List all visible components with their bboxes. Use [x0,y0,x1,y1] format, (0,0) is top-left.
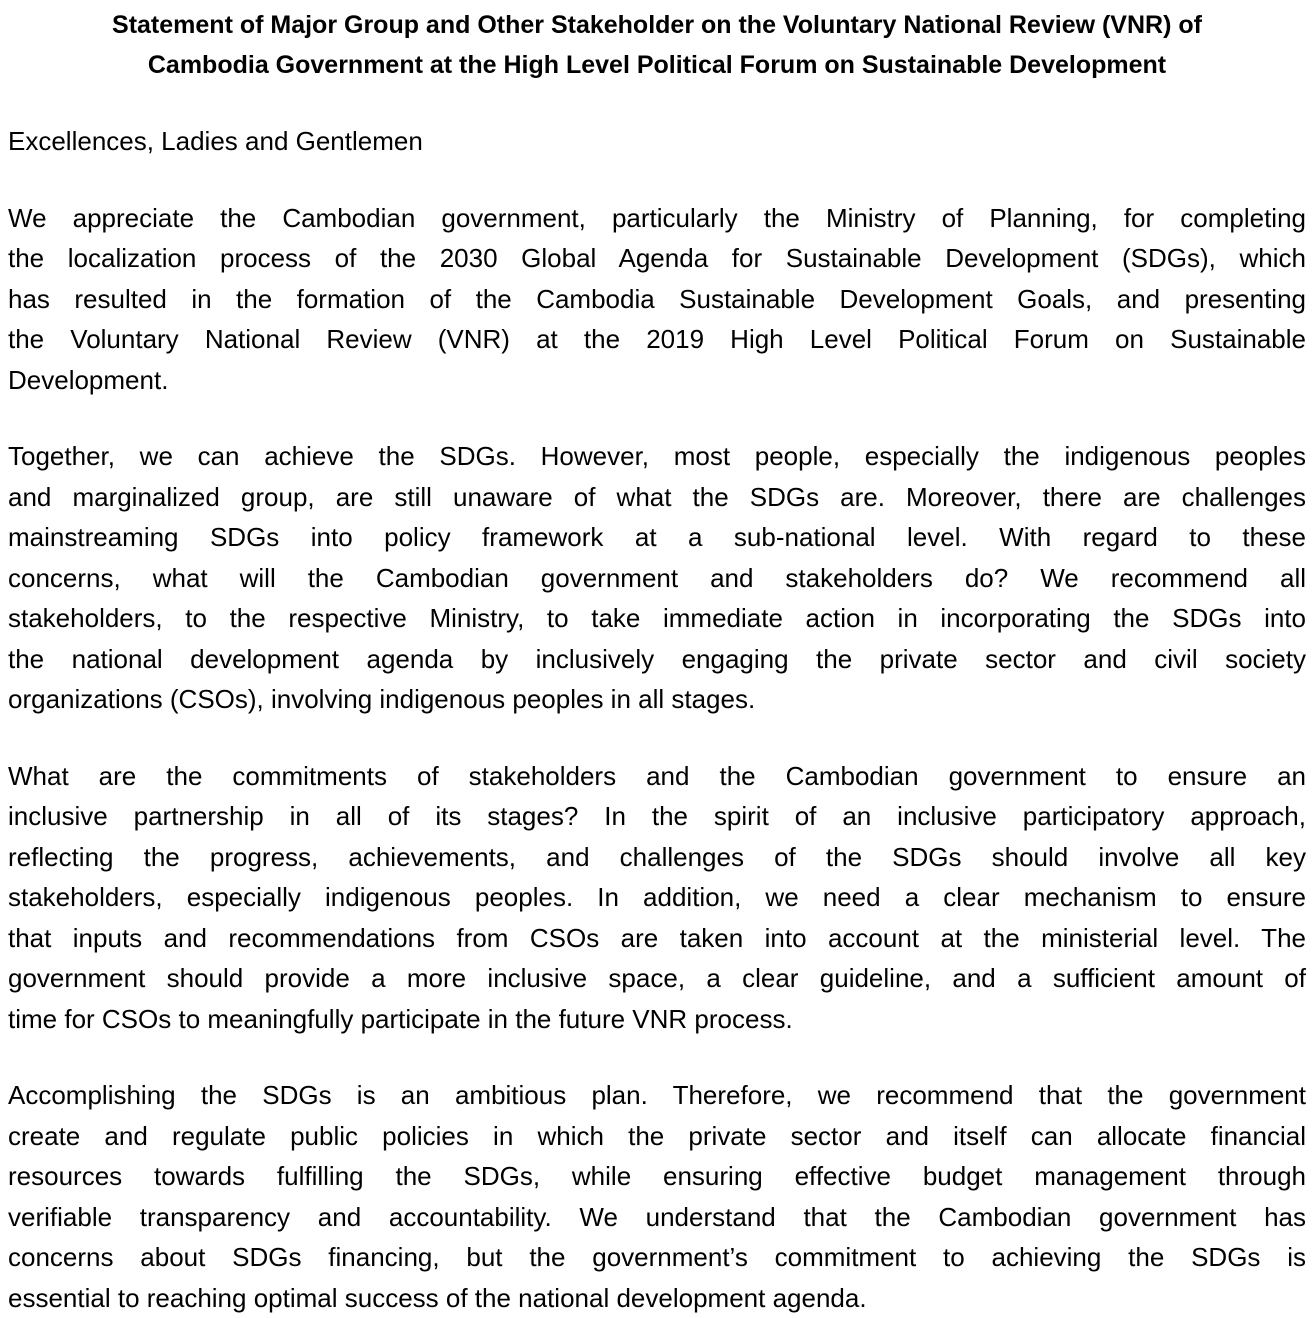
paragraph-line: essential to reaching optimal success of the national development agenda. [8,1278,1306,1318]
paragraph-line: Together, we can achieve the SDGs. However, most people, especially the indigenous peoples [8,436,1306,477]
paragraph-line: verifiable transparency and accountability. We understand that the Cambodian government has [8,1197,1306,1238]
paragraph-line: the national development agenda by inclusively engaging the private sector and civil society [8,639,1306,680]
title-line-1: Statement of Major Group and Other Stakeholder on the Voluntary National Review (VNR) of [8,5,1306,45]
paragraph-line: Accomplishing the SDGs is an ambitious plan. Therefore, we recommend that the government [8,1075,1306,1116]
paragraph-line: and marginalized group, are still unaware of what the SDGs are. Moreover, there are challenges [8,477,1306,518]
salutation: Excellences, Ladies and Gentlemen [8,121,1306,162]
paragraph-awareness [8,436,1306,720]
paragraph-line: resources towards fulfilling the SDGs, while ensuring effective budget management through [8,1156,1306,1197]
paragraph-line: What are the commitments of stakeholders and the Cambodian government to ensure an [8,756,1306,797]
paragraph-line: concerns, what will the Cambodian government and stakeholders do? We recommend all [8,558,1306,599]
title-line-2: Cambodia Government at the High Level Political Forum on Sustainable Development [8,45,1306,85]
paragraph-line: that inputs and recommendations from CSOs are taken into account at the ministerial level. The [8,918,1306,959]
paragraph-line: mainstreaming SDGs into policy framework at a sub-national level. With regard to these [8,517,1306,558]
paragraph-line: has resulted in the formation of the Cambodia Sustainable Development Goals, and presenting [8,279,1306,320]
paragraph-line: create and regulate public policies in which the private sector and itself can allocate financial [8,1116,1306,1157]
paragraph-line: concerns about SDGs financing, but the government’s commitment to achieving the SDGs is [8,1237,1306,1278]
paragraph-financing [8,1075,1306,1318]
paragraph-line: the Voluntary National Review (VNR) at the 2019 High Level Political Forum on Sustainable [8,319,1306,360]
document-title [8,5,1306,85]
paragraph-line: stakeholders, especially indigenous peoples. In addition, we need a clear mechanism to ensure [8,877,1306,918]
paragraph-line: stakeholders, to the respective Ministry, to take immediate action in incorporating the SDGs into [8,598,1306,639]
paragraph-line: the localization process of the 2030 Global Agenda for Sustainable Development (SDGs), which [8,238,1306,279]
paragraph-line: We appreciate the Cambodian government, particularly the Ministry of Planning, for completing [8,198,1306,239]
paragraph-commitments [8,756,1306,1040]
paragraph-line: reflecting the progress, achievements, and challenges of the SDGs should involve all key [8,837,1306,878]
paragraph-line: government should provide a more inclusive space, a clear guideline, and a sufficient amount of [8,958,1306,999]
paragraph-line: time for CSOs to meaningfully participate in the future VNR process. [8,999,1306,1040]
paragraph-line: Development. [8,360,1306,401]
paragraph-line: organizations (CSOs), involving indigenous peoples in all stages. [8,679,1306,720]
paragraph-appreciation [8,198,1306,401]
paragraph-line: inclusive partnership in all of its stages? In the spirit of an inclusive participatory approach, [8,796,1306,837]
